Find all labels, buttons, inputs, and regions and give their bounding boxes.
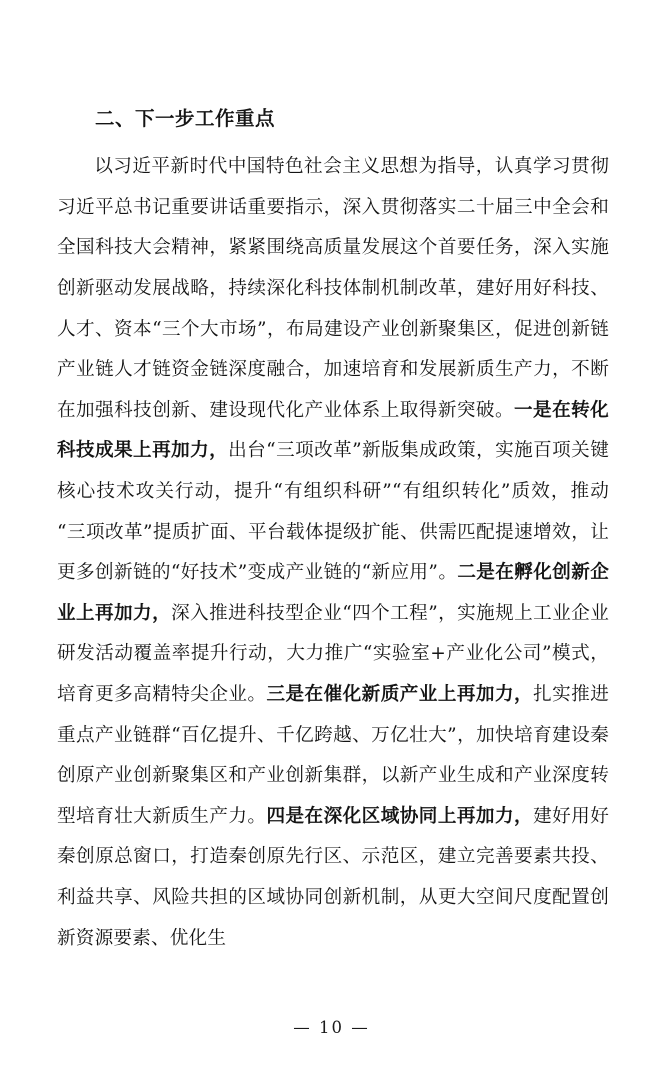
text-run: 深入推进科技型企业“四个工程”，实施规上工业企业研发活动覆盖率提升行动，大力推广“实验室+产业化公司”模式，培育更多高精特尖企业。 [57,602,610,705]
page-number: — 10 — [293,1018,370,1037]
section-heading: 二、下一步工作重点 [95,107,276,130]
body-paragraph [57,147,609,959]
page-content [57,104,609,959]
text-run: 扎实推进重点产业链群“百亿提升、千亿跨越、万亿壮大”，加快培育建设秦创原产业创新聚集区和产业创新集群，以新产业生成和产业深度转型培育壮大新质生产力。 [57,683,609,827]
text-run: 以习近平新时代中国特色社会主义思想为指导，认真学习贯彻习近平总书记重要讲话重要指示，深入贯彻落实二十届三中全会和全国科技大会精神，紧紧围绕高质量发展这个首要任务，深入实施创新驱动发展战略，持续深化科技体制机制改革，建好用好科技、人才、资本“三个大市场”，布局建设产业创新聚集区，促进创新链产业链人才链资金链深度融合，加速培育和发展新质生产力，不断在加强科技创新、建设现代化产业体系上取得新突破。 [57,156,609,421]
emphasis-run: 二是在孵化创新企业上再加力， [57,562,610,624]
text-run: 出台“三项改革”新版集成政策，实施百项关键核心技术攻关行动，提升“有组织科研”“有组织转化”质效，推动“三项改革”提质扩面、平台载体提级扩能、供需匹配提速增效，让更多创新链的“好技术”变成产业链的“新应用”。 [57,440,609,584]
text-run: 建好用好秦创原总窗口，打造秦创原先行区、示范区，建立完善要素共投、利益共享、风险共担的区域协同创新机制，从更大空间尺度配置创新资源要素、优化生 [57,805,609,949]
emphasis-run: 四是在深化区域协同上再加力， [266,805,534,827]
emphasis-run: 一是在转化科技成果上再加力， [57,399,609,462]
emphasis-run: 三是在催化新质产业上再加力， [266,683,534,705]
